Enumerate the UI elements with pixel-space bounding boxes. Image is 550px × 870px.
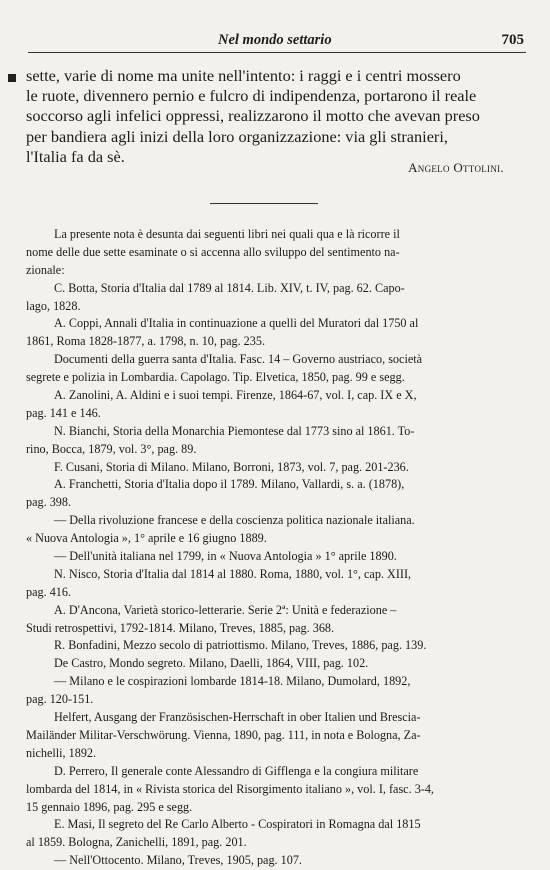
body-line: sette, varie di nome ma unite nell'intento: i raggi e i centri mossero <box>26 66 461 85</box>
note-line: lago, 1828. <box>26 298 81 313</box>
page-header <box>28 32 526 53</box>
note-line: pag. 120-151. <box>26 692 94 707</box>
note-line: — Dell'unità italiana nel 1799, in « Nuova Antologia » 1° aprile 1890. <box>54 549 397 564</box>
note-line: A. Coppi, Annali d'Italia in continuazione a quelli del Muratori dal 1750 al <box>54 316 419 331</box>
page-number: 705 <box>501 32 524 48</box>
note-line: N. Nisco, Storia d'Italia dal 1814 al 1880. Roma, 1880, vol. 1°, cap. XIII, <box>54 566 412 581</box>
note-line: rino, Bocca, 1879, vol. 3°, pag. 89. <box>26 441 197 456</box>
note-line: lombarda del 1814, in « Rivista storica del Risorgimento italiano », vol. I, fasc. 3-4, <box>26 781 434 796</box>
note-line: pag. 416. <box>26 584 72 599</box>
section-divider <box>210 203 318 204</box>
body-line: soccorso agli infelici oppressi, realizzarono il motto che avevan preso <box>26 106 480 126</box>
note-line: A. D'Ancona, Varietà storico-letterarie. Serie 2ª: Unità e federazione – <box>54 602 397 617</box>
body-line: l'Italia fa da sè. <box>26 146 125 166</box>
note-line: pag. 398. <box>26 495 72 510</box>
note-line: « Nuova Antologia », 1° aprile e 16 giugno 1889. <box>26 531 267 546</box>
body-paragraph <box>26 66 526 167</box>
note-line: De Castro, Mondo segreto. Milano, Daelli, 1864, VIII, pag. 102. <box>54 656 369 671</box>
note-line: pag. 141 e 146. <box>26 405 101 420</box>
note-line: Documenti della guerra santa d'Italia. Fasc. 14 – Governo austriaco, società <box>54 352 423 367</box>
note-line: Studi retrospettivi, 1792-1814. Milano, Treves, 1885, pag. 368. <box>26 620 335 635</box>
note-line: R. Bonfadini, Mezzo secolo di patriottismo. Milano, Treves, 1886, pag. 139. <box>54 638 427 653</box>
author-signature: Angelo Ottolini. <box>408 160 504 175</box>
note-line: nome delle due sette esaminate o si accenna allo sviluppo del sentimento na- <box>26 244 400 259</box>
note-line: D. Perrero, Il generale conte Alessandro di Gifflenga e la congiura militare <box>54 763 419 778</box>
note-line: F. Cusani, Storia di Milano. Milano, Borroni, 1873, vol. 7, pag. 201-236. <box>54 459 409 474</box>
note-line: al 1859. Bologna, Zanichelli, 1891, pag. 201. <box>26 835 247 850</box>
note-line: Helfert, Ausgang der Französischen-Herrschaft in ober Italien und Brescia- <box>54 710 421 725</box>
note-line: A. Franchetti, Storia d'Italia dopo il 1789. Milano, Vallardi, s. a. (1878), <box>54 477 405 492</box>
note-line: C. Botta, Storia d'Italia dal 1789 al 1814. Lib. XIV, t. IV, pag. 62. Capo- <box>54 280 405 295</box>
note-line: zionale: <box>26 262 65 277</box>
note-line: nichelli, 1892. <box>26 745 97 760</box>
note-line: 15 gennaio 1896, pag. 295 e segg. <box>26 799 193 814</box>
note-line: — Milano e le cospirazioni lombarde 1814-18. Milano, Dumolard, 1892, <box>54 674 411 689</box>
note-line: — Nell'Ottocento. Milano, Treves, 1905, pag. 107. <box>54 853 302 868</box>
running-title: Nel mondo settario <box>218 32 332 48</box>
note-line: Mailänder Militar-Verschwörung. Vienna, 1890, pag. 111, in nota e Bologna, Za- <box>26 727 421 742</box>
margin-mark-icon <box>8 74 16 82</box>
note-line: A. Zanolini, A. Aldini e i suoi tempi. Firenze, 1864-67, vol. I, cap. IX e X, <box>54 388 417 403</box>
note-line: segrete e polizia in Lombardia. Capolago. Tip. Elvetica, 1850, pag. 99 e segg. <box>26 370 405 385</box>
body-line: le ruote, divennero pernio e fulcro di indipendenza, portarono il reale <box>26 86 477 106</box>
note-line: E. Masi, Il segreto del Re Carlo Alberto - Cospiratori in Romagna dal 1815 <box>54 817 421 832</box>
note-line: — Della rivoluzione francese e della coscienza politica nazionale italiana. <box>54 513 415 528</box>
note-line: 1861, Roma 1828-1877, a. 1798, n. 10, pag. 235. <box>26 334 265 349</box>
bibliography-note <box>26 226 526 870</box>
body-line: per bandiera agli inizi della loro organizzazione: via gli stranieri, <box>26 126 448 146</box>
note-line: N. Bianchi, Storia della Monarchia Piemontese dal 1773 sino al 1861. To- <box>54 423 415 438</box>
note-line: La presente nota è desunta dai seguenti libri nei quali qua e là ricorre il <box>54 227 400 241</box>
